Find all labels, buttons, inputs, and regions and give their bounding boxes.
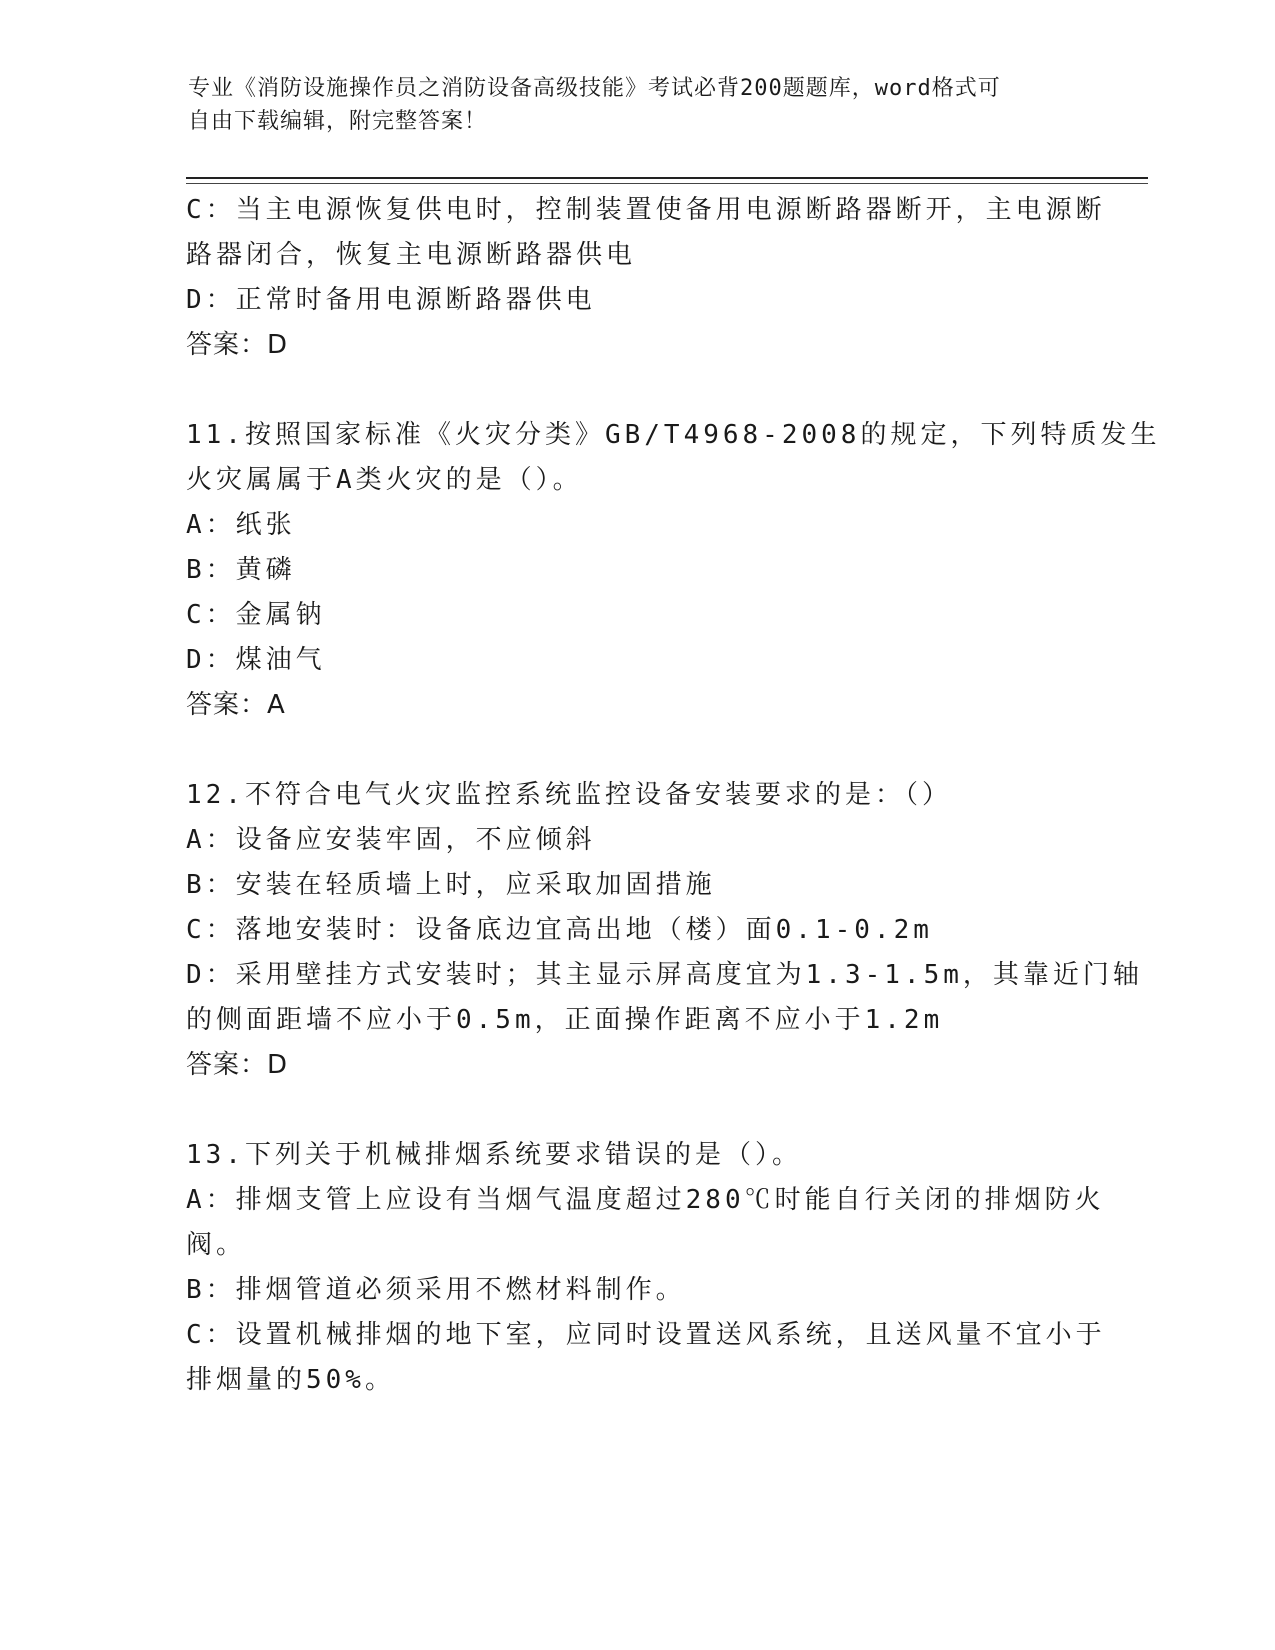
q11-option-b: B：黄磷 (186, 555, 296, 585)
header-rule-thick (186, 177, 1148, 179)
q11-option-d: D：煤油气 (186, 645, 326, 675)
q10-answer: 答案：D (186, 330, 289, 360)
q11-option-a: A：纸张 (186, 510, 296, 540)
header-line-2: 自由下载编辑，附完整答案！ (188, 109, 488, 134)
q13-stem: 13.下列关于机械排烟系统要求错误的是（）。 (186, 1140, 802, 1170)
q11-stem-line-1: 11.按照国家标准《火灾分类》GB/T4968-2008的规定，下列特质发生 (186, 420, 1161, 450)
q10-option-c-line-2: 路器闭合，恢复主电源断路器供电 (186, 240, 637, 270)
q12-option-d-line-1: D：采用壁挂方式安装时；其主显示屏高度宜为1.3-1.5m，其靠近门轴 (186, 960, 1143, 990)
page-header (188, 72, 1068, 138)
q13-option-c-line-1: C：设置机械排烟的地下室，应同时设置送风系统，且送风量不宜小于 (186, 1320, 1106, 1350)
q13-option-a-line-1: A：排烟支管上应设有当烟气温度超过280℃时能自行关闭的排烟防火 (186, 1185, 1105, 1215)
q12-option-a: A：设备应安装牢固，不应倾斜 (186, 825, 596, 855)
q11-option-c: C：金属钠 (186, 600, 326, 630)
spacer (186, 728, 1086, 773)
q12-option-d-line-2: 的侧面距墙不应小于0.5m，正面操作距离不应小于1.2m (186, 1005, 944, 1035)
q10-option-c-line-1: C：当主电源恢复供电时，控制装置使备用电源断路器断开，主电源断 (186, 195, 1106, 225)
question-13 (186, 1133, 1106, 1403)
q13-option-a-line-2: 阀。 (186, 1230, 247, 1260)
q12-option-b: B：安装在轻质墙上时，应采取加固措施 (186, 870, 716, 900)
q13-option-c-line-2: 排烟量的50%。 (186, 1365, 395, 1395)
q10-option-d: D：正常时备用电源断路器供电 (186, 285, 596, 315)
q13-option-b: B：排烟管道必须采用不燃材料制作。 (186, 1275, 686, 1305)
question-content (186, 188, 1161, 1403)
question-11 (186, 413, 1161, 728)
header-line-1: 专业《消防设施操作员之消防设备高级技能》考试必背200题题库，word格式可 (188, 76, 1001, 101)
q11-answer: 答案：A (186, 690, 286, 720)
question-10-tail (186, 188, 1106, 368)
header-rule-thin (186, 183, 1148, 184)
q12-answer: 答案：D (186, 1050, 289, 1080)
q12-stem: 12.不符合电气火灾监控系统监控设备安装要求的是：（） (186, 780, 952, 810)
spacer (186, 1088, 1086, 1133)
spacer (186, 368, 1086, 413)
question-12 (186, 773, 1143, 1088)
q11-stem-line-2: 火灾属属于A类火灾的是（）。 (186, 465, 583, 495)
q12-option-c: C：落地安装时：设备底边宜高出地（楼）面0.1-0.2m (186, 915, 933, 945)
